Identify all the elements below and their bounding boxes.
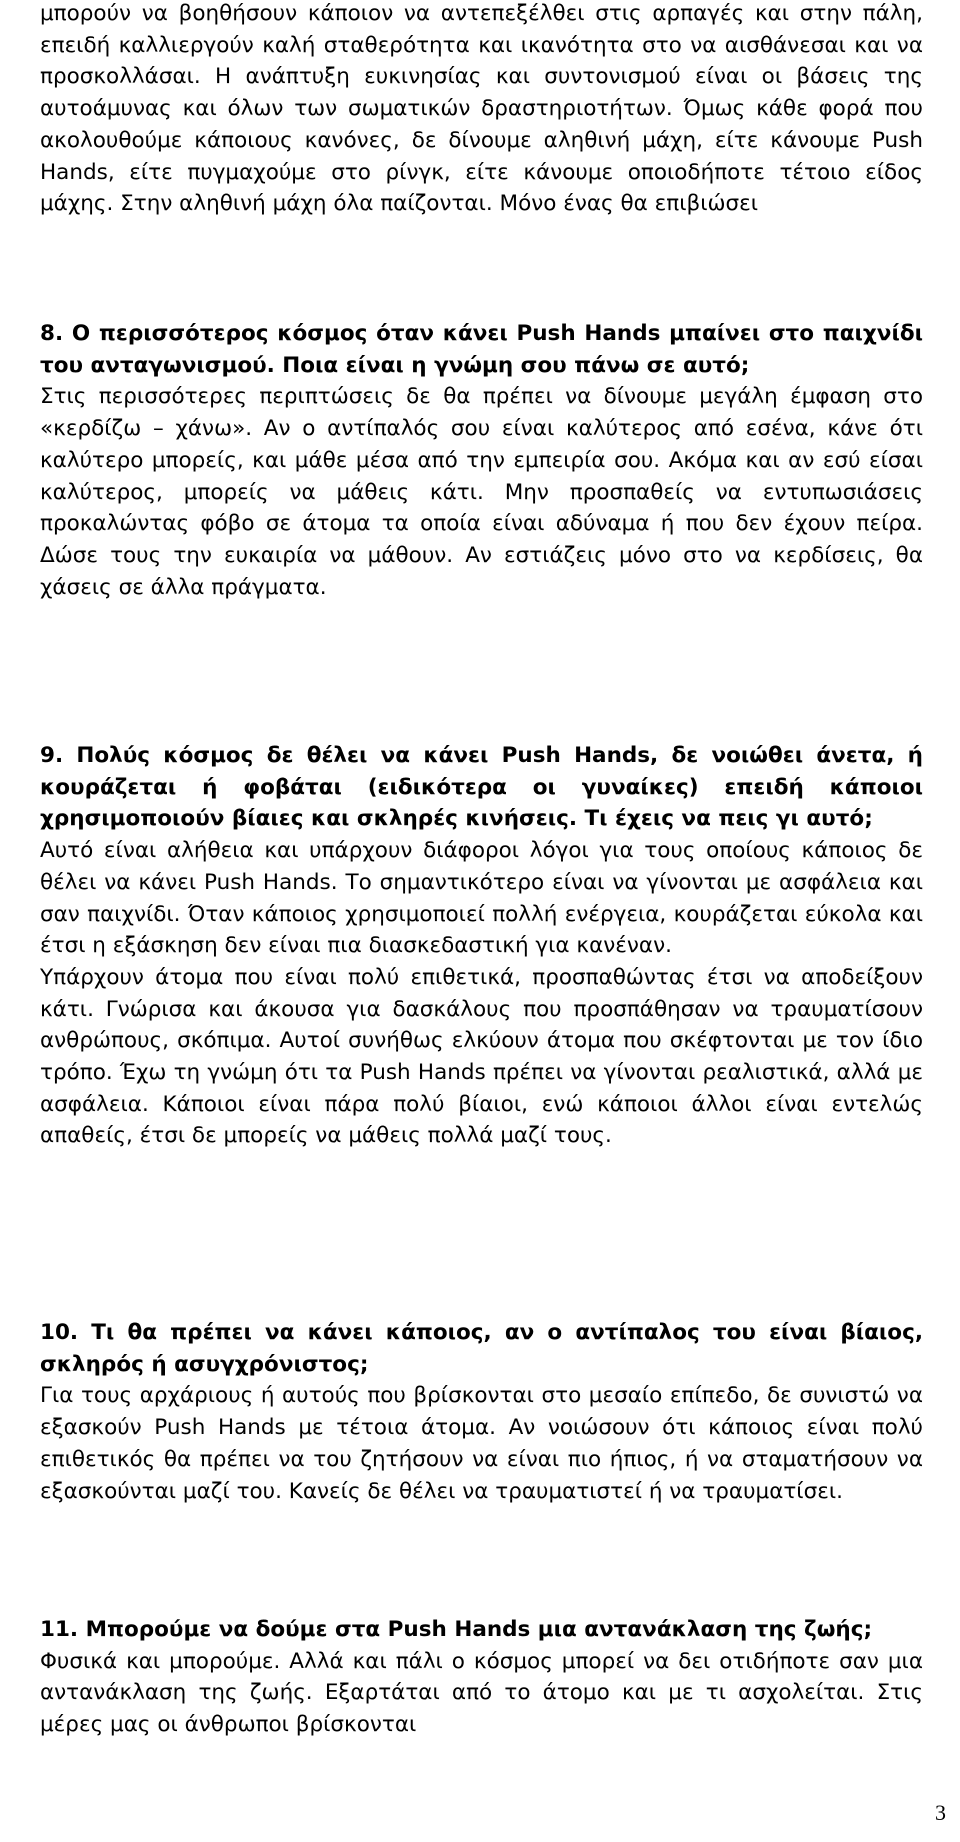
item-number-11: 11. xyxy=(40,1617,79,1642)
item-number-8: 8. xyxy=(40,321,64,346)
question-text-11: Μπορούμε να δούμε στα Push Hands μια αντανάκλαση της ζωής; xyxy=(85,1617,873,1642)
answer-8-paragraph-1: Στις περισσότερες περιπτώσεις δε θα πρέπει να δίνουμε μεγάλη έμφαση στο «κερδίζω – χάνω». Αν ο αντίπαλός σου είναι καλύτερος από εσένα, κάνε ότι καλύτερο μπορείς, και μάθε μέσα από την εμπειρία σου. Ακόμα και αν εσύ είσαι καλύτερος, μπορείς να μάθεις κάτι. Μην προσπαθείς να εντυπωσιάσεις προκαλώντας φόβο σε άτομα τα οποία είναι αδύναμα ή που δεν έχουν πείρα. Δώσε τους την ευκαιρία να μάθουν. Αν εστιάζεις μόνο στο να κερδίσεις, θα χάσεις σε άλλα πράγματα. xyxy=(40,384,923,600)
question-8 xyxy=(40,318,923,381)
answer-9-paragraph-2: Υπάρχουν άτομα που είναι πολύ επιθετικά, προσπαθώντας έτσι να αποδείξουν κάτι. Γνώρισα και άκουσα για δασκάλους που προσπάθησαν να τραυματίσουν ανθρώπους, σκόπιμα. Αυτοί συνήθως ελκύουν άτομα που σκέφτονται με τον ίδιο τρόπο. Έχω τη γνώμη ότι τα Push Hands πρέπει να γίνονται ρεαλιστικά, αλλά με ασφάλεια. Κάποιοι είναι πάρα πολύ βίαιοι, ενώ κάποιοι άλλοι είναι εντελώς απαθείς, έτσι δε μπορείς να μάθεις πολλά μαζί τους. xyxy=(40,964,923,1149)
answer-11-paragraph-1: Φυσικά και μπορούμε. Αλλά και πάλι ο κόσμος μπορεί να δει οτιδήποτε σαν μια αντανάκλαση της ζωής. Εξαρτάται από το άτομο και με τι ασχολείται. Στις μέρες μας οι άνθρωποι βρίσκονται xyxy=(40,1648,923,1738)
intro-block xyxy=(40,0,923,220)
intro-paragraph: μπορούν να βοηθήσουν κάποιον να αντεπεξέλθει στις αρπαγές και στην πάλη, επειδή καλλιεργούν καλή σταθερότητα και ικανότητα στο να αισθάνεσαι και να προσκολλάσαι. Η ανάπτυξη ευκινησίας και συντονισμού είναι οι βάσεις της αυτοάμυνας και όλων των σωματικών δραστηριοτήτων. Όμως κάθε φορά που ακολουθούμε κάποιους κανόνες, δε δίνουμε αληθινή μάχη, είτε κάνουμε Push Hands, είτε πυγμαχούμε στο ρίνγκ, είτε κάνουμε οποιοδήποτε τέτοιο είδος μάχης. Στην αληθινή μάχη όλα παίζονται. Μόνο ένας θα επιβιώσει xyxy=(40,1,923,217)
question-text-9: Πολύς κόσμος δε θέλει να κάνει Push Hands, δε νοιώθει άνετα, ή κουράζεται ή φοβάται (ειδικότερα οι γυναίκες) επειδή κάποιοι χρησιμοποιούν βίαιες και σκληρές κινήσεις. Τι έχεις να πεις γι αυτό; xyxy=(40,743,923,832)
answer-10-paragraph-1: Για τους αρχάριους ή αυτούς που βρίσκονται στο μεσαίο επίπεδο, δε συνιστώ να εξασκούν Push Hands με τέτοια άτομα. Αν νοιώσουν ότι κάποιος είναι πολύ επιθετικός θα πρέπει να του ζητήσουν να είναι πιο ήπιος, ή να σταματήσουν να εξασκούνται μαζί του. Κανείς δε θέλει να τραυματιστεί ή να τραυματίσει. xyxy=(40,1383,923,1504)
item-number-10: 10. xyxy=(40,1320,79,1345)
qa-item-8 xyxy=(40,318,923,603)
question-text-8: Ο περισσότερος κόσμος όταν κάνει Push Hands μπαίνει στο παιχνίδι του ανταγωνισμού. Ποια είναι η γνώμη σου πάνω σε αυτό; xyxy=(40,321,923,378)
answer-9-paragraph-1: Αυτό είναι αλήθεια και υπάρχουν διάφοροι λόγοι για τους οποίους κάποιος δε θέλει να κάνει Push Hands. Το σημαντικότερο είναι να γίνονται με ασφάλεια και σαν παιχνίδι. Όταν κάποιος χρησιμοποιεί πολλή ενέργεια, κουράζεται εύκολα και έτσι η εξάσκηση δεν είναι πια διασκεδαστική για κανέναν. xyxy=(40,838,923,959)
qa-item-9 xyxy=(40,740,923,1152)
item-number-9: 9. xyxy=(40,743,64,768)
question-text-10: Τι θα πρέπει να κάνει κάποιος, αν ο αντίπαλος του είναι βίαιος, σκληρός ή ασυγχρόνιστος; xyxy=(40,1320,923,1377)
qa-item-10 xyxy=(40,1317,923,1507)
qa-item-11 xyxy=(40,1614,923,1741)
page-number: 3 xyxy=(935,1800,946,1825)
question-10 xyxy=(40,1317,923,1380)
question-11 xyxy=(40,1614,923,1646)
question-9 xyxy=(40,740,923,835)
